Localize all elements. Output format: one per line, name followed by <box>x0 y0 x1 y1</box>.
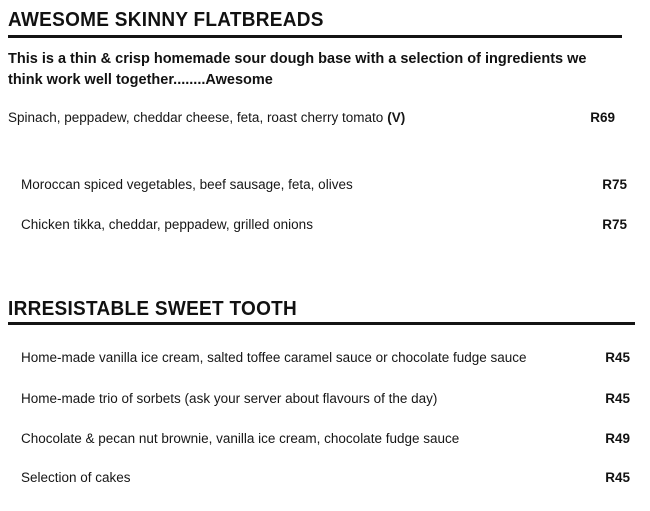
item-price: R45 <box>605 391 630 406</box>
item-price: R45 <box>605 470 630 485</box>
menu-item-row <box>8 109 615 126</box>
item-price: R69 <box>590 110 615 125</box>
item-name <box>21 469 135 486</box>
item-name-text: Home-made vanilla ice cream, salted toffee caramel sauce or chocolate fudge sauce <box>21 350 527 365</box>
menu-item-row <box>21 430 630 447</box>
section-description <box>8 49 587 91</box>
item-name <box>8 109 405 126</box>
item-price: R75 <box>602 177 627 192</box>
menu-item-row <box>21 216 627 233</box>
item-name-text: Moroccan spiced vegetables, beef sausage, feta, olives <box>21 177 353 192</box>
description-line: This is a thin & crisp homemade sour dough base with a selection of ingredients we <box>8 51 587 67</box>
item-name <box>21 176 357 193</box>
item-name <box>21 390 441 407</box>
item-name <box>21 349 531 366</box>
item-name-text: Chicken tikka, cheddar, peppadew, grilled onions <box>21 217 313 232</box>
section-heading-sweet-tooth: IRRESISTABLE SWEET TOOTH <box>8 298 298 320</box>
section-heading-flatbreads: AWESOME SKINNY FLATBREADS <box>8 9 324 31</box>
item-price: R49 <box>605 431 630 446</box>
menu-item-row <box>21 469 630 486</box>
section-divider <box>8 35 622 38</box>
section-divider <box>8 322 635 325</box>
menu-item-row <box>21 390 630 407</box>
veg-badge: (V) <box>387 110 406 125</box>
item-name <box>21 430 463 447</box>
description-line: think work well together........Awesome <box>8 72 273 88</box>
item-name-text: Selection of cakes <box>21 470 131 485</box>
menu-item-row <box>21 176 627 193</box>
item-price: R45 <box>605 350 630 365</box>
item-name-text: Spinach, peppadew, cheddar cheese, feta, roast cherry tomato <box>8 110 384 125</box>
menu-item-row <box>21 349 630 366</box>
item-name <box>21 216 317 233</box>
item-name-text: Home-made trio of sorbets (ask your server about flavours of the day) <box>21 391 438 406</box>
item-price: R75 <box>602 217 627 232</box>
item-name-text: Chocolate & pecan nut brownie, vanilla ice cream, chocolate fudge sauce <box>21 431 460 446</box>
